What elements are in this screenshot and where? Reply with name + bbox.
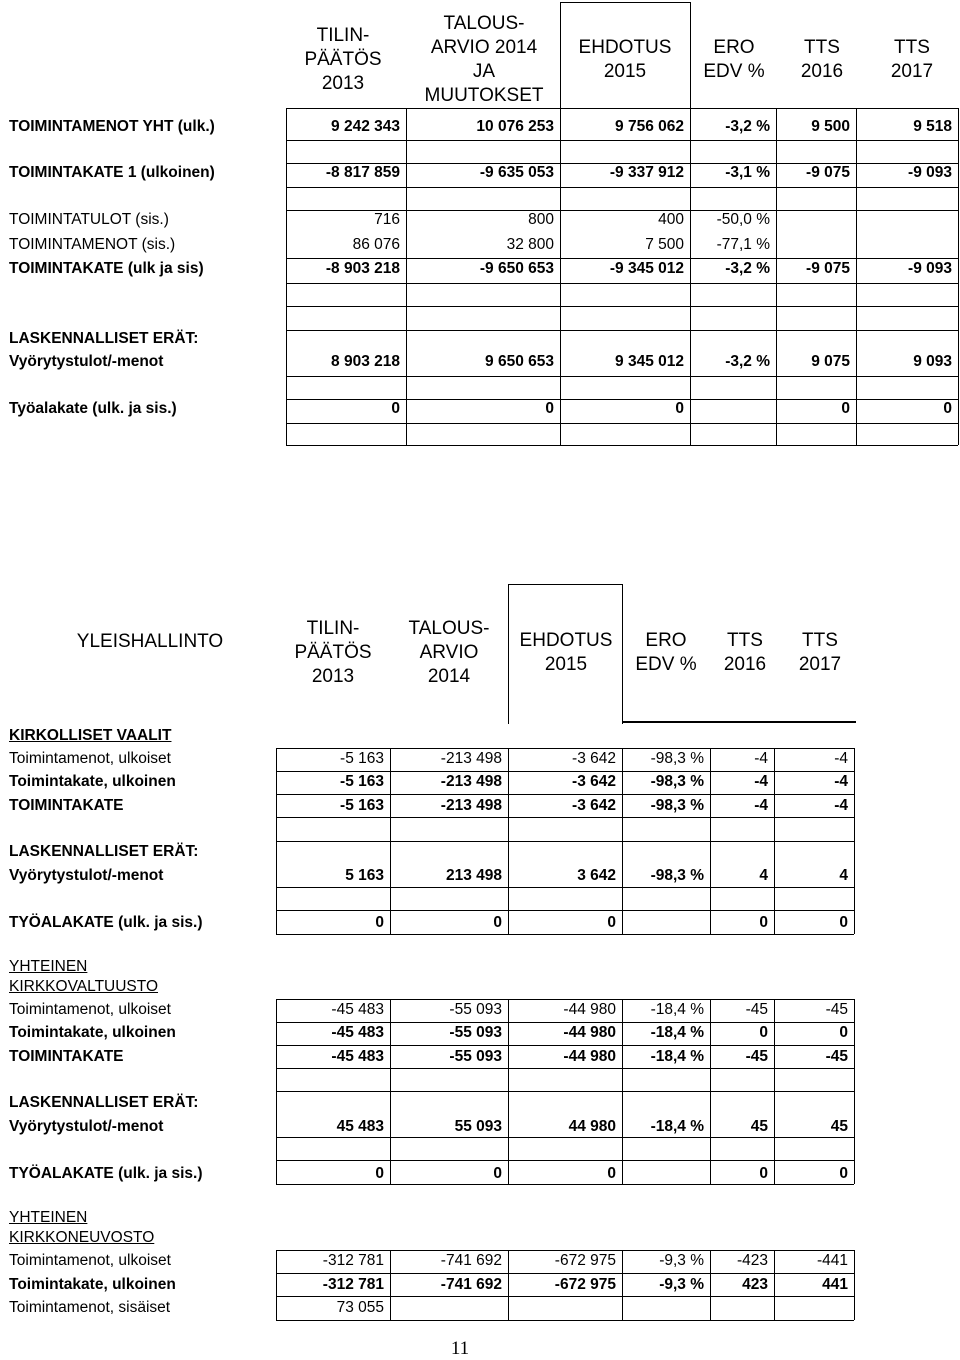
table-cell: -8 903 218 [325, 260, 400, 277]
row-label: Toimintamenot, ulkoiset [9, 750, 171, 767]
table-cell: -213 498 [440, 750, 502, 767]
table-cell: -3 642 [572, 773, 616, 790]
table-cell: 0 [943, 400, 952, 417]
table-cell: 423 [742, 1276, 768, 1293]
table-cell: 0 [675, 400, 684, 417]
table-cell: 0 [759, 1024, 768, 1041]
table-cell: -9 650 653 [479, 260, 554, 277]
table-cell: -3 642 [572, 797, 616, 814]
row-label: KIRKKOVALTUUSTO [9, 978, 159, 995]
table-cell: 0 [839, 914, 848, 931]
grid-line [276, 910, 854, 911]
table-cell: 86 076 [352, 236, 400, 253]
table-cell: -741 692 [440, 1276, 502, 1293]
row-label: Vyörytystulot/-menot [9, 353, 164, 370]
table-cell: -4 [834, 797, 848, 814]
table-cell: 73 055 [336, 1299, 384, 1316]
table-cell: -5 163 [340, 750, 384, 767]
column-header-line: PÄÄTÖS [304, 49, 382, 70]
row-label: Toimintakate, ulkoinen [9, 1276, 176, 1293]
table-cell: -9,3 % [659, 1276, 704, 1293]
table-cell: -9 345 012 [609, 260, 684, 277]
table-cell: -45 483 [331, 1024, 384, 1041]
table-cell: 0 [493, 914, 502, 931]
table-cell: -8 817 859 [325, 164, 400, 181]
table-cell: -9,3 % [659, 1252, 704, 1269]
column-header-line: 2013 [311, 666, 355, 687]
grid-line [508, 584, 509, 724]
row-label: Toimintakate, ulkoinen [9, 1024, 176, 1041]
row-label: Toimintamenot, ulkoiset [9, 1001, 171, 1018]
column-header [755, 629, 885, 677]
grid-line [276, 1068, 854, 1069]
row-label: TOIMINTAMENOT (sis.) [9, 236, 176, 253]
grid-line [286, 140, 958, 141]
table-cell: 55 093 [454, 1118, 502, 1135]
table-cell: -672 975 [554, 1276, 616, 1293]
row-label: TOIMINTAKATE [9, 1048, 124, 1065]
column-header-line: MUUTOKSET [424, 85, 544, 106]
column-header-line: ARVIO [419, 642, 479, 663]
table-cell: -672 975 [554, 1252, 616, 1269]
table-cell: -45 [745, 1001, 768, 1018]
table-cell: -3,1 % [725, 164, 770, 181]
column-header-line: TALOUS- [443, 13, 525, 34]
table-cell: -55 093 [449, 1001, 502, 1018]
grid-line [276, 1250, 854, 1251]
row-label: TOIMINTAKATE [9, 797, 124, 814]
grid-line [276, 1273, 854, 1274]
table-cell: -9 093 [908, 260, 952, 277]
table-cell: 5 163 [345, 867, 384, 884]
table-cell: -18,4 % [650, 1048, 704, 1065]
table-cell: -55 093 [449, 1048, 502, 1065]
table-cell: 0 [759, 1165, 768, 1182]
table-cell: 0 [375, 1165, 384, 1182]
table-cell: -3 642 [572, 750, 616, 767]
table-cell: -45 [825, 1048, 848, 1065]
grid-line [286, 283, 958, 284]
table-cell: -18,4 % [650, 1001, 704, 1018]
table-cell: -44 980 [563, 1001, 616, 1018]
column-header [842, 36, 960, 84]
column-header-line: TALOUS- [408, 618, 490, 639]
table-cell: -50,0 % [716, 211, 770, 228]
table-cell: 0 [839, 1165, 848, 1182]
row-label: Toimintamenot, ulkoiset [9, 1252, 171, 1269]
table-cell: -9 093 [908, 164, 952, 181]
grid-line [622, 721, 856, 723]
table-cell: 9 093 [913, 353, 952, 370]
grid-line [276, 1184, 854, 1185]
table-cell: 0 [841, 400, 850, 417]
grid-line [286, 187, 958, 188]
table-cell: -3,2 % [725, 353, 770, 370]
row-label: TYÖALAKATE (ulk. ja sis.) [9, 914, 203, 931]
table-cell: -98,3 % [650, 867, 704, 884]
table-cell: 9 518 [913, 118, 952, 135]
table-cell: -45 483 [331, 1048, 384, 1065]
grid-line [286, 445, 958, 446]
table-cell: 45 483 [336, 1118, 384, 1135]
grid-line [276, 887, 854, 888]
table-cell: 9 756 062 [615, 118, 684, 135]
table-cell: 716 [374, 211, 400, 228]
grid-line [560, 2, 561, 110]
column-header-line: ARVIO 2014 [430, 37, 538, 58]
table-cell: -312 781 [322, 1276, 384, 1293]
table-cell: -213 498 [440, 773, 502, 790]
grid-line [276, 934, 854, 935]
grid-line [854, 748, 855, 934]
table-cell: 45 [830, 1118, 848, 1135]
table-cell: -9 635 053 [479, 164, 554, 181]
table-cell: -5 163 [340, 797, 384, 814]
grid-line [276, 1137, 854, 1138]
row-label: Työalakate (ulk. ja sis.) [9, 400, 177, 417]
table-cell: 10 076 253 [476, 118, 554, 135]
column-header [273, 24, 413, 96]
table-cell: 44 980 [568, 1118, 616, 1135]
column-header-line: 2015 [603, 61, 647, 82]
row-label: LASKENNALLISET ERÄT: [9, 330, 199, 347]
grid-line [276, 999, 854, 1000]
column-header-line: PÄÄTÖS [294, 642, 372, 663]
column-header-line: 2017 [798, 654, 842, 675]
table-cell: 0 [545, 400, 554, 417]
table-cell: -3,2 % [725, 260, 770, 277]
grid-line [276, 1045, 854, 1046]
column-header-line: TTS [804, 37, 840, 58]
column-header-line: TTS [894, 37, 930, 58]
row-label: KIRKOLLISET VAALIT [9, 727, 172, 744]
grid-line [276, 771, 854, 772]
table-cell: -44 980 [563, 1024, 616, 1041]
table-cell: -45 [825, 1001, 848, 1018]
table-cell: -441 [816, 1252, 848, 1269]
row-label: LASKENNALLISET ERÄT: [9, 843, 199, 860]
row-label: TOIMINTATULOT (sis.) [9, 211, 169, 228]
table-cell: -44 980 [563, 1048, 616, 1065]
table-cell: 441 [822, 1276, 848, 1293]
table-cell: -741 692 [440, 1252, 502, 1269]
row-label: YHTEINEN [9, 1209, 88, 1226]
table-cell: 9 345 012 [615, 353, 684, 370]
table-cell: -312 781 [322, 1252, 384, 1269]
column-header-line: ERO [713, 37, 755, 58]
table-cell: 0 [493, 1165, 502, 1182]
table-cell: 8 903 218 [331, 353, 400, 370]
table-cell: -4 [834, 773, 848, 790]
row-label: TOIMINTAKATE 1 (ulkoinen) [9, 164, 215, 181]
row-label: Vyörytystulot/-menot [9, 1118, 164, 1135]
table-cell: 0 [759, 914, 768, 931]
table-cell: 7 500 [645, 236, 684, 253]
grid-line [286, 108, 958, 109]
table-cell: 4 [839, 867, 848, 884]
table-cell: -4 [834, 750, 848, 767]
table-cell: -45 483 [331, 1001, 384, 1018]
grid-line [854, 1250, 855, 1320]
table-cell: -18,4 % [650, 1024, 704, 1041]
table-cell: -4 [754, 797, 768, 814]
table-cell: 800 [528, 211, 554, 228]
row-label: Toimintamenot, sisäiset [9, 1299, 171, 1316]
table-cell: -9 075 [806, 260, 850, 277]
row-label: TOIMINTAMENOT YHT (ulk.) [9, 118, 215, 135]
table-cell: -98,3 % [650, 750, 704, 767]
section-title: YLEISHALLINTO [76, 631, 224, 652]
grid-line [286, 423, 958, 424]
grid-line [286, 376, 958, 377]
column-header-line: TILIN- [306, 618, 360, 639]
table-cell: 4 [759, 867, 768, 884]
column-header-line: 2014 [427, 666, 471, 687]
table-cell: 0 [839, 1024, 848, 1041]
column-header-line: 2013 [321, 73, 365, 94]
table-cell: -98,3 % [650, 797, 704, 814]
grid-line [276, 1296, 854, 1297]
grid-line [286, 330, 958, 331]
grid-line [560, 2, 690, 3]
grid-line [276, 1091, 854, 1092]
row-label: YHTEINEN [9, 958, 88, 975]
row-label: TOIMINTAKATE (ulk ja sis) [9, 260, 204, 277]
page-number: 11 [450, 1338, 470, 1359]
grid-line [958, 108, 959, 445]
table-cell: 0 [375, 914, 384, 931]
row-label: Toimintakate, ulkoinen [9, 773, 176, 790]
grid-line [622, 584, 623, 724]
column-header-line: ERO [645, 630, 687, 651]
grid-line [508, 584, 622, 585]
table-cell: -98,3 % [650, 773, 704, 790]
table-cell: 32 800 [506, 236, 554, 253]
grid-line [276, 748, 854, 749]
table-cell: -18,4 % [650, 1118, 704, 1135]
column-header-line: JA [472, 61, 496, 82]
table-cell: -45 [745, 1048, 768, 1065]
table-cell: -5 163 [340, 773, 384, 790]
table-cell: 45 [750, 1118, 768, 1135]
table-cell: 213 498 [445, 867, 502, 884]
column-header [414, 12, 554, 108]
column-header-line: TTS [727, 630, 763, 651]
table-cell: 3 642 [577, 867, 616, 884]
column-header-line: EDV % [635, 654, 697, 675]
table-cell: -3,2 % [725, 118, 770, 135]
column-header-line: TILIN- [316, 25, 370, 46]
table-cell: 9 075 [811, 353, 850, 370]
table-cell: -77,1 % [716, 236, 770, 253]
column-header-line: EHDOTUS [519, 630, 613, 651]
table-cell: 9 242 343 [331, 118, 400, 135]
column-header-line: 2016 [800, 61, 844, 82]
grid-line [276, 1160, 854, 1161]
table-cell: 0 [607, 914, 616, 931]
table-cell: 400 [658, 211, 684, 228]
table-cell: -55 093 [449, 1024, 502, 1041]
grid-line [276, 817, 854, 818]
column-header-line: TTS [802, 630, 838, 651]
row-label: TYÖALAKATE (ulk. ja sis.) [9, 1165, 203, 1182]
column-header [268, 617, 398, 689]
table-cell: 0 [391, 400, 400, 417]
grid-line [276, 841, 854, 842]
grid-line [286, 306, 958, 307]
table-cell: 9 500 [811, 118, 850, 135]
grid-line [276, 1022, 854, 1023]
table-cell: -9 075 [806, 164, 850, 181]
table-cell: -423 [736, 1252, 768, 1269]
row-label: LASKENNALLISET ERÄT: [9, 1094, 199, 1111]
column-header-line: 2016 [723, 654, 767, 675]
column-header-line: EDV % [703, 61, 765, 82]
column-header-line: 2017 [890, 61, 934, 82]
table-cell: -4 [754, 773, 768, 790]
column-header-line: 2015 [544, 654, 588, 675]
column-header [384, 617, 514, 689]
row-label: KIRKKONEUVOSTO [9, 1229, 155, 1246]
grid-line [286, 108, 287, 445]
table-cell: -9 337 912 [609, 164, 684, 181]
grid-line [854, 999, 855, 1184]
grid-line [276, 1320, 854, 1321]
table-cell: 9 650 653 [485, 353, 554, 370]
table-cell: -213 498 [440, 797, 502, 814]
grid-line [690, 2, 691, 110]
table-cell: 0 [607, 1165, 616, 1182]
row-label: Vyörytystulot/-menot [9, 867, 164, 884]
grid-line [286, 258, 958, 259]
column-header-line: EHDOTUS [578, 37, 672, 58]
grid-line [276, 794, 854, 795]
table-cell: -4 [754, 750, 768, 767]
